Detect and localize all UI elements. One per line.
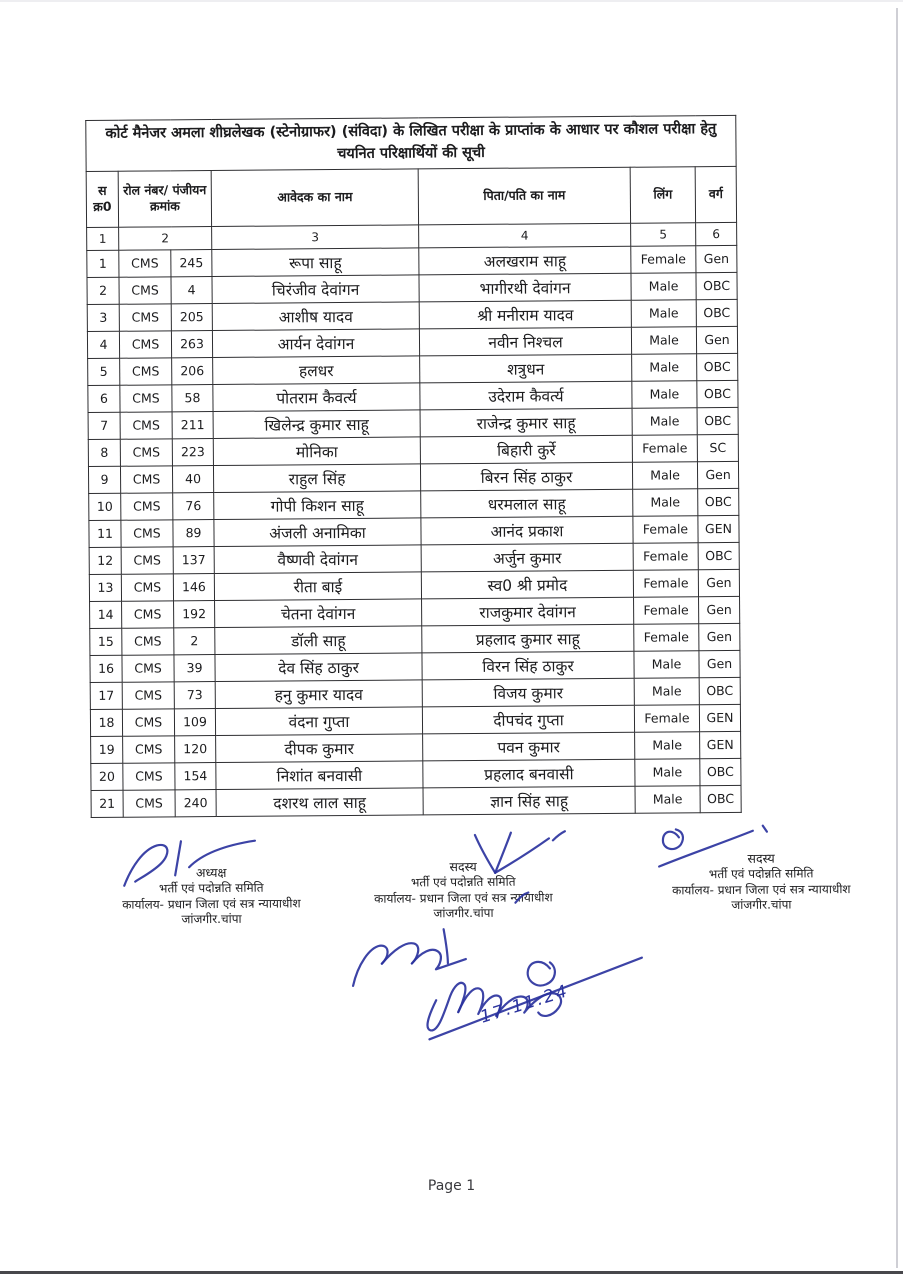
applicant-name-cell: आशीष यादव xyxy=(212,301,419,330)
roll-number-cell: 120 xyxy=(175,735,216,762)
category-cell: OBC xyxy=(698,542,739,569)
applicant-name-cell: राहुल सिंह xyxy=(213,463,420,492)
header-parent: पिता/पति का नाम xyxy=(418,167,630,225)
roll-prefix-cell: CMS xyxy=(123,789,175,816)
title-row xyxy=(86,115,736,171)
page-edge-bottom xyxy=(0,1271,903,1274)
category-cell: Gen xyxy=(698,569,739,596)
serial-number-cell: 12 xyxy=(89,547,121,574)
roll-number-cell: 146 xyxy=(173,573,214,600)
column-number: 1 xyxy=(87,227,119,250)
applicant-name-cell: दशरथ लाल साहू xyxy=(216,787,423,816)
header-category: वर्ग xyxy=(695,166,736,222)
roll-number-cell: 73 xyxy=(174,681,215,708)
parent-name-cell: राजेन्द्र कुमार साहू xyxy=(420,408,632,437)
roll-prefix-cell: CMS xyxy=(119,330,171,357)
applicant-name-cell: खिलेन्द्र कुमार साहू xyxy=(213,409,420,438)
applicant-name-cell: रूपा साहू xyxy=(212,247,419,276)
column-number: 4 xyxy=(419,223,631,248)
parent-name-cell: आनंद प्रकाश xyxy=(421,516,633,545)
roll-number-cell: 263 xyxy=(171,330,212,357)
category-cell: OBC xyxy=(696,272,737,299)
signature-block-member-2 xyxy=(631,850,891,915)
header-roll-number: रोल नंबर/ पंजीयन क्रमांक xyxy=(118,170,211,227)
candidate-table xyxy=(85,115,741,818)
roll-number-cell: 137 xyxy=(173,546,214,573)
applicant-name-cell: दीपक कुमार xyxy=(216,733,423,762)
parent-name-cell: श्री मनीराम यादव xyxy=(419,300,631,329)
document-title: कोर्ट मैनेजर अमला शीघ्रलेखक (स्टेनोग्राफर) (संविदा) के लिखित परीक्षा के प्राप्तांक के आधार पर कौशल परीक्षा हेतु चयनित परिक्षार्थियों की सूची xyxy=(86,115,736,171)
roll-number-cell: 245 xyxy=(171,249,212,276)
roll-number-cell: 240 xyxy=(175,789,216,816)
page-edge-right xyxy=(896,8,898,1268)
serial-number-cell: 7 xyxy=(88,412,120,439)
gender-cell: Female xyxy=(632,434,697,462)
category-cell: SC xyxy=(697,434,738,461)
signature-scrawl-extra1-icon xyxy=(353,929,466,986)
gender-cell: Male xyxy=(635,785,700,813)
office-name: कार्यालय- प्रधान जिला एवं सत्र न्यायाधीश xyxy=(374,890,553,906)
parent-name-cell: धरमलाल साहू xyxy=(421,489,633,518)
gender-cell: Male xyxy=(631,326,696,354)
serial-number-cell: 5 xyxy=(88,358,120,385)
office-name: कार्यालय- प्रधान जिला एवं सत्र न्यायाधीश xyxy=(122,896,301,912)
committee-name: भर्ती एवं पदोन्नति समिति xyxy=(158,880,264,896)
category-cell: Gen xyxy=(699,596,740,623)
applicant-name-cell: चिरंजीव देवांगन xyxy=(212,274,419,303)
category-cell: OBC xyxy=(697,353,738,380)
gender-cell: Male xyxy=(632,407,697,435)
roll-number-cell: 40 xyxy=(172,465,213,492)
signature-scrawl-extra2-icon xyxy=(427,958,643,1040)
header-serial: स क्र0 xyxy=(86,171,118,227)
place-name: जांजगीर.चांपा xyxy=(181,912,242,927)
applicant-name-cell: निशांत बनवासी xyxy=(216,760,423,789)
roll-number-cell: 89 xyxy=(173,519,214,546)
parent-name-cell: उदेराम कैवर्त्य xyxy=(420,381,632,410)
parent-name-cell: प्रहलाद बनवासी xyxy=(423,759,635,788)
category-cell: OBC xyxy=(700,758,741,785)
gender-cell: Male xyxy=(631,299,696,327)
serial-number-cell: 4 xyxy=(87,331,119,358)
serial-number-cell: 20 xyxy=(91,763,123,790)
gender-cell: Female xyxy=(634,704,699,732)
place-name: जांजगीर.चांपा xyxy=(731,897,792,913)
category-cell: Gen xyxy=(697,461,738,488)
parent-name-cell: भागीरथी देवांगन xyxy=(419,273,631,302)
roll-number-cell: 76 xyxy=(173,492,214,519)
gender-cell: Female xyxy=(633,569,698,597)
parent-name-cell: बिरन सिंह ठाकुर xyxy=(420,462,632,491)
column-number: 3 xyxy=(212,224,419,249)
parent-name-cell: विरन सिंह ठाकुर xyxy=(422,651,634,680)
serial-number-cell: 3 xyxy=(87,304,119,331)
roll-number-cell: 109 xyxy=(174,708,215,735)
parent-name-cell: शत्रुधन xyxy=(420,354,632,383)
roll-prefix-cell: CMS xyxy=(122,708,174,735)
roll-number-cell: 39 xyxy=(174,654,215,681)
roll-prefix-cell: CMS xyxy=(120,357,172,384)
column-number: 6 xyxy=(696,222,737,245)
applicant-name-cell: हनु कुमार यादव xyxy=(215,679,422,708)
signatory-role: सदस्य xyxy=(747,850,775,866)
gender-cell: Male xyxy=(632,380,697,408)
signature-block-chairman xyxy=(81,864,341,929)
applicant-name-cell: अंजली अनामिका xyxy=(214,517,421,546)
applicant-name-cell: वैष्णवी देवांगन xyxy=(214,544,421,573)
column-number: 5 xyxy=(631,222,696,246)
gender-cell: Male xyxy=(632,461,697,489)
roll-number-cell: 205 xyxy=(171,303,212,330)
roll-prefix-cell: CMS xyxy=(119,303,171,330)
gender-cell: Male xyxy=(633,488,698,516)
category-cell: Gen xyxy=(699,623,740,650)
office-name: कार्यालय- प्रधान जिला एवं सत्र न्यायाधीश xyxy=(672,881,851,898)
category-cell: OBC xyxy=(698,488,739,515)
serial-number-cell: 2 xyxy=(87,277,119,304)
gender-cell: Male xyxy=(632,353,697,381)
handwritten-date: 17.11.24 xyxy=(477,981,572,1028)
serial-number-cell: 6 xyxy=(88,385,120,412)
roll-number-cell: 4 xyxy=(171,276,212,303)
roll-prefix-cell: CMS xyxy=(121,546,173,573)
gender-cell: Male xyxy=(634,677,699,705)
category-cell: GEN xyxy=(698,515,739,542)
place-name: जांजगीर.चांपा xyxy=(433,906,494,921)
category-cell: OBC xyxy=(700,785,741,812)
table-row xyxy=(91,785,741,817)
roll-prefix-cell: CMS xyxy=(120,384,172,411)
applicant-name-cell: डॉली साहू xyxy=(215,625,422,654)
roll-number-cell: 223 xyxy=(172,438,213,465)
gender-cell: Female xyxy=(634,596,699,624)
category-cell: GEN xyxy=(699,704,740,731)
roll-prefix-cell: CMS xyxy=(121,573,173,600)
roll-prefix-cell: CMS xyxy=(123,762,175,789)
signature-block-member-1 xyxy=(333,858,593,923)
roll-number-cell: 2 xyxy=(174,627,215,654)
serial-number-cell: 10 xyxy=(89,493,121,520)
applicant-name-cell: वंदना गुप्ता xyxy=(215,706,422,735)
header-row xyxy=(86,166,736,227)
category-cell: OBC xyxy=(697,407,738,434)
applicant-name-cell: हलधर xyxy=(213,355,420,384)
serial-number-cell: 15 xyxy=(90,628,122,655)
roll-prefix-cell: CMS xyxy=(119,249,171,276)
parent-name-cell: स्व0 श्री प्रमोद xyxy=(421,570,633,599)
parent-name-cell: अलखराम साहू xyxy=(419,246,631,275)
serial-number-cell: 1 xyxy=(87,250,119,277)
roll-prefix-cell: CMS xyxy=(119,276,171,303)
gender-cell: Male xyxy=(635,758,700,786)
committee-name: भर्ती एवं पदोन्नति समिति xyxy=(708,866,814,882)
serial-number-cell: 16 xyxy=(90,655,122,682)
parent-name-cell: पवन कुमार xyxy=(423,732,635,761)
gender-cell: Female xyxy=(633,515,698,543)
serial-number-cell: 14 xyxy=(90,601,122,628)
applicant-name-cell: रीता बाई xyxy=(214,571,421,600)
roll-prefix-cell: CMS xyxy=(122,654,174,681)
serial-number-cell: 18 xyxy=(90,709,122,736)
applicant-name-cell: पोतराम कैवर्त्य xyxy=(213,382,420,411)
applicant-name-cell: मोनिका xyxy=(213,436,420,465)
category-cell: Gen xyxy=(696,326,737,353)
serial-number-cell: 13 xyxy=(89,574,121,601)
roll-number-cell: 154 xyxy=(175,762,216,789)
roll-number-cell: 192 xyxy=(174,600,215,627)
category-cell: OBC xyxy=(697,380,738,407)
parent-name-cell: नवीन निश्चल xyxy=(419,327,631,356)
parent-name-cell: विजय कुमार xyxy=(422,678,634,707)
column-number: 2 xyxy=(119,226,212,250)
roll-prefix-cell: CMS xyxy=(122,627,174,654)
roll-prefix-cell: CMS xyxy=(121,519,173,546)
header-applicant: आवेदक का नाम xyxy=(211,168,418,226)
parent-name-cell: राजकुमार देवांगन xyxy=(422,597,634,626)
gender-cell: Male xyxy=(631,272,696,300)
category-cell: GEN xyxy=(700,731,741,758)
category-cell: OBC xyxy=(699,677,740,704)
parent-name-cell: दीपचंद गुप्ता xyxy=(422,705,634,734)
parent-name-cell: अर्जुन कुमार xyxy=(421,543,633,572)
roll-prefix-cell: CMS xyxy=(122,681,174,708)
roll-prefix-cell: CMS xyxy=(120,411,172,438)
signatory-role: अध्यक्ष xyxy=(195,864,227,881)
gender-cell: Female xyxy=(634,623,699,651)
serial-number-cell: 21 xyxy=(91,790,123,817)
parent-name-cell: बिहारी कुर्रे xyxy=(420,435,632,464)
roll-prefix-cell: CMS xyxy=(121,492,173,519)
applicant-name-cell: चेतना देवांगन xyxy=(215,598,422,627)
table-body xyxy=(87,245,741,817)
serial-number-cell: 11 xyxy=(89,520,121,547)
roll-prefix-cell: CMS xyxy=(123,735,175,762)
category-cell: OBC xyxy=(696,299,737,326)
committee-name: भर्ती एवं पदोन्नति समिति xyxy=(410,874,516,890)
category-cell: Gen xyxy=(696,245,737,272)
parent-name-cell: प्रहलाद कुमार साहू xyxy=(422,624,634,653)
roll-prefix-cell: CMS xyxy=(122,600,174,627)
header-gender: लिंग xyxy=(630,166,695,223)
category-cell: Gen xyxy=(699,650,740,677)
roll-number-cell: 58 xyxy=(172,384,213,411)
serial-number-cell: 17 xyxy=(90,682,122,709)
applicant-name-cell: आर्यन देवांगन xyxy=(212,328,419,357)
roll-prefix-cell: CMS xyxy=(120,465,172,492)
signatory-role: सदस्य xyxy=(449,858,477,875)
serial-number-cell: 19 xyxy=(91,736,123,763)
roll-number-cell: 206 xyxy=(172,357,213,384)
serial-number-cell: 9 xyxy=(88,466,120,493)
serial-number-cell: 8 xyxy=(88,439,120,466)
roll-prefix-cell: CMS xyxy=(120,438,172,465)
gender-cell: Female xyxy=(631,245,696,273)
gender-cell: Male xyxy=(635,731,700,759)
parent-name-cell: ज्ञान सिंह साहू xyxy=(423,786,635,815)
roll-number-cell: 211 xyxy=(172,411,213,438)
page-number: Page 1 xyxy=(427,1178,476,1194)
applicant-name-cell: गोपी किशन साहू xyxy=(214,490,421,519)
applicant-name-cell: देव सिंह ठाकुर xyxy=(215,652,422,681)
gender-cell: Male xyxy=(634,650,699,678)
gender-cell: Female xyxy=(633,542,698,570)
